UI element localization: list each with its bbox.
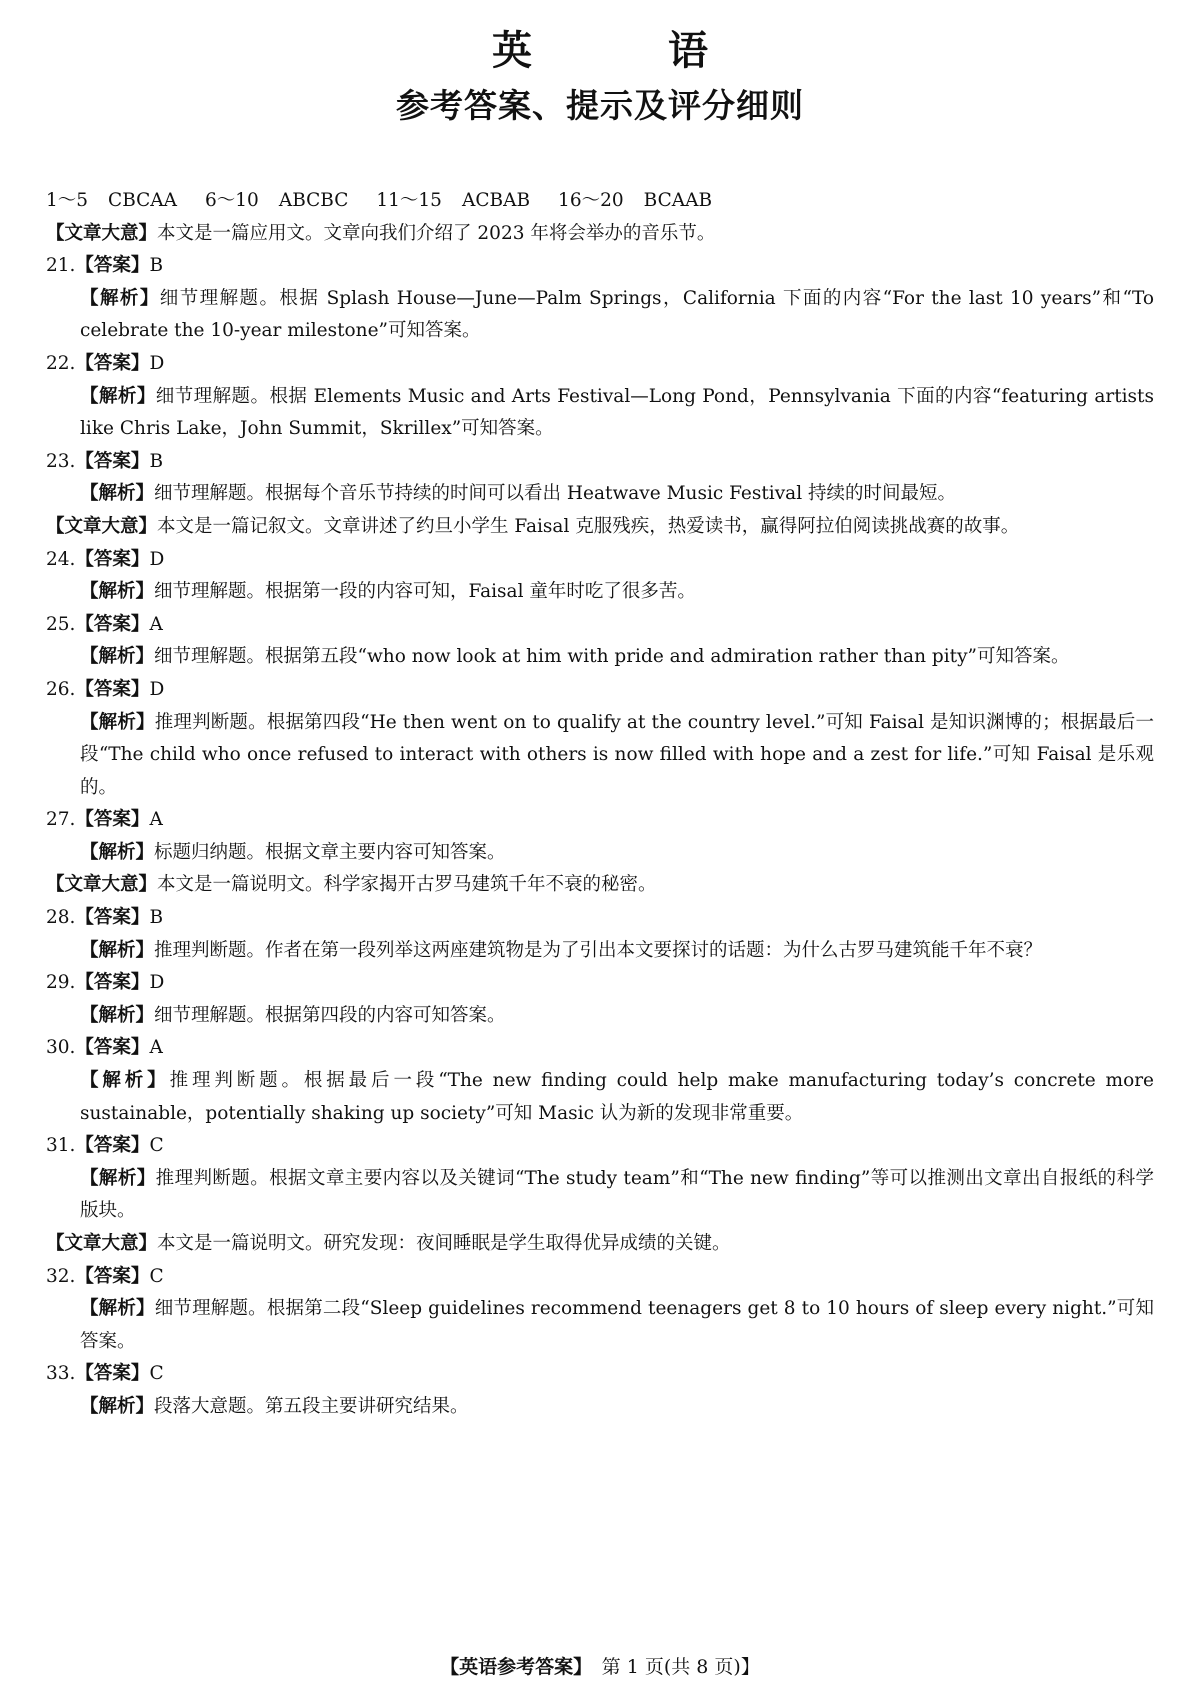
question-answer xyxy=(46,967,1154,1000)
question-answer xyxy=(46,1358,1154,1391)
article-summary xyxy=(46,511,1154,544)
question-number: 32. xyxy=(46,1265,76,1287)
page-title: 英 语 xyxy=(492,28,756,74)
answer-value: A xyxy=(149,1037,163,1059)
analysis-text: 推理判断题。作者在第一段列举这两座建筑物是为了引出本文要探讨的话题：为什么古罗马建筑能千年不衰？ xyxy=(154,939,1043,961)
answer-range: 16～20 xyxy=(558,190,624,211)
analysis-text: 细节理解题。根据 Elements Music and Arts Festival—Long Pond，Pennsylvania 下面的内容“featuring artists like Chris Lake，John Summit，Skrillex”可知答案。 xyxy=(80,385,1154,440)
answer-label: 【答案】 xyxy=(75,255,150,277)
analysis-text: 段落大意题。第五段主要讲研究结果。 xyxy=(154,1395,469,1417)
question-answer xyxy=(46,902,1154,935)
answer-value: B xyxy=(149,450,164,472)
question-number: 27. xyxy=(46,809,76,831)
summary-label: 【文章大意】 xyxy=(46,1233,158,1254)
question-number: 22. xyxy=(46,352,76,374)
question-number: 21. xyxy=(46,255,76,277)
answer-label: 【答案】 xyxy=(75,450,150,472)
answer-analysis xyxy=(46,478,1154,511)
answer-analysis xyxy=(46,935,1154,968)
analysis-label: 【解析】 xyxy=(80,646,155,668)
question-answer xyxy=(46,446,1154,479)
summary-text: 本文是一篇记叙文。文章讲述了约旦小学生 Faisal 克服残疾，热爱读书，赢得阿拉伯阅读挑战赛的故事。 xyxy=(157,515,1020,537)
answer-label: 【答案】 xyxy=(75,1037,150,1059)
summary-label: 【文章大意】 xyxy=(46,874,158,896)
analysis-text: 推理判断题。根据最后一段“The new finding could help make manufacturing today’s concrete more sustainable，potentially shaking up society”可知 Masic 认为新的发现非常重要。 xyxy=(80,1070,1154,1124)
answer-analysis xyxy=(46,837,1154,870)
question-answer xyxy=(46,609,1154,642)
answer-analysis xyxy=(46,1391,1154,1424)
multiple-choice-answers-line xyxy=(46,185,1154,218)
answer-letters: CBCAA xyxy=(108,190,178,211)
article-summary xyxy=(46,218,1154,251)
summary-text: 本文是一篇说明文。科学家揭开古罗马建筑千年不衰的秘密。 xyxy=(157,874,657,896)
question-answer xyxy=(46,348,1154,381)
question-number: 25. xyxy=(46,613,76,635)
analysis-label: 【解析】 xyxy=(80,483,155,505)
analysis-text: 标题归纳题。根据文章主要内容可知答案。 xyxy=(154,841,506,863)
summary-text: 本文是一篇应用文。文章向我们介绍了 2023 年将会举办的音乐节。 xyxy=(157,222,716,244)
answer-value: D xyxy=(149,972,165,994)
answer-value: D xyxy=(149,352,165,374)
analysis-label: 【解析】 xyxy=(80,1298,155,1320)
analysis-label: 【解析】 xyxy=(80,711,155,733)
analysis-text: 细节理解题。根据每个音乐节持续的时间可以看出 Heatwave Music Festival 持续的时间最短。 xyxy=(154,483,956,505)
article-summary xyxy=(46,869,1154,902)
answer-analysis xyxy=(46,381,1154,446)
analysis-label: 【解析】 xyxy=(80,939,155,961)
answer-label: 【答案】 xyxy=(75,1135,150,1157)
answer-letters: ACBAB xyxy=(461,190,531,211)
answer-analysis xyxy=(46,283,1154,348)
summary-label: 【文章大意】 xyxy=(46,515,158,537)
page-footer xyxy=(0,1652,1200,1682)
answer-letters: ABCBC xyxy=(278,190,349,211)
analysis-text: 细节理解题。根据第五段“who now look at him with pride and admiration rather than pity”可知答案。 xyxy=(154,646,1070,668)
analysis-text: 推理判断题。根据文章主要内容以及关键词“The study team”和“The new finding”等可以推测出文章出自报纸的科学版块。 xyxy=(80,1167,1154,1222)
answer-label: 【答案】 xyxy=(75,548,150,570)
answer-value: A xyxy=(149,809,163,831)
question-number: 33. xyxy=(46,1363,76,1385)
answer-analysis xyxy=(46,707,1154,805)
answer-value: D xyxy=(149,678,165,700)
question-number: 23. xyxy=(46,450,76,472)
question-number: 30. xyxy=(46,1037,76,1059)
question-answer xyxy=(46,1261,1154,1294)
analysis-label: 【解析】 xyxy=(80,841,155,863)
analysis-text: 推理判断题。根据第四段“He then went on to qualify at the country level.”可知 Faisal 是知识渊博的；根据最后一段“The child who once refused to interact with others is now filled with hope and a zest for life.”可知 Faisal 是乐观的。 xyxy=(80,711,1154,798)
analysis-label: 【解析】 xyxy=(80,1167,156,1189)
answer-value: A xyxy=(149,613,163,635)
page-subtitle: 参考答案、提示及评分细则 xyxy=(396,86,804,125)
question-number: 24. xyxy=(46,548,76,570)
answer-value: B xyxy=(149,255,164,277)
answer-label: 【答案】 xyxy=(75,1363,150,1385)
answer-value: C xyxy=(149,1265,164,1287)
question-number: 26. xyxy=(46,678,76,700)
answer-letters: BCAAB xyxy=(643,190,713,211)
answer-label: 【答案】 xyxy=(75,907,150,929)
answer-label: 【答案】 xyxy=(75,352,150,374)
answer-range: 1～5 xyxy=(46,190,89,211)
question-answer xyxy=(46,250,1154,283)
question-answer xyxy=(46,804,1154,837)
article-summary xyxy=(46,1228,1154,1261)
analysis-text: 细节理解题。根据 Splash House—June—Palm Springs，California 下面的内容“For the last 10 years”和“To celebrate the 10-year milestone”可知答案。 xyxy=(80,287,1154,342)
analysis-label: 【解析】 xyxy=(80,287,160,309)
answer-value: B xyxy=(149,907,164,929)
analysis-label: 【解析】 xyxy=(80,385,156,407)
answer-range: 6～10 xyxy=(205,190,259,211)
summary-text: 本文是一篇说明文。研究发现：夜间睡眠是学生取得优异成绩的关键。 xyxy=(157,1233,731,1254)
answer-label: 【答案】 xyxy=(75,972,150,994)
question-answer xyxy=(46,1032,1154,1065)
answer-analysis xyxy=(46,641,1154,674)
analysis-label: 【解析】 xyxy=(80,1395,155,1417)
answer-label: 【答案】 xyxy=(75,678,150,700)
question-answer xyxy=(46,674,1154,707)
question-number: 29. xyxy=(46,972,76,994)
analysis-label: 【解析】 xyxy=(80,1070,170,1092)
footer-label: 【英语参考答案 xyxy=(440,1656,574,1678)
footer-page-number: 第 1 页(共 8 页)】 xyxy=(582,1656,760,1678)
question-number: 28. xyxy=(46,907,76,929)
footer-bracket: 】 xyxy=(573,1656,583,1678)
answer-analysis xyxy=(46,1293,1154,1358)
answer-analysis xyxy=(46,1000,1154,1033)
question-answer xyxy=(46,1130,1154,1163)
analysis-text: 细节理解题。根据第二段“Sleep guidelines recommend teenagers get 8 to 10 hours of sleep every night.”可知答案。 xyxy=(80,1298,1154,1352)
answer-range: 11～15 xyxy=(376,190,442,211)
question-number: 31. xyxy=(46,1135,76,1157)
answer-value: C xyxy=(149,1363,164,1385)
answer-analysis xyxy=(46,1163,1154,1228)
analysis-text: 细节理解题。根据第一段的内容可知，Faisal 童年时吃了很多苦。 xyxy=(154,581,696,603)
answer-analysis xyxy=(46,576,1154,609)
answer-value: C xyxy=(149,1135,164,1157)
answer-value: D xyxy=(149,548,165,570)
summary-label: 【文章大意】 xyxy=(46,222,158,244)
analysis-label: 【解析】 xyxy=(80,581,155,603)
answer-label: 【答案】 xyxy=(75,809,150,831)
analysis-text: 细节理解题。根据第四段的内容可知答案。 xyxy=(154,1004,506,1026)
question-answer xyxy=(46,544,1154,577)
answer-label: 【答案】 xyxy=(75,613,150,635)
answer-content xyxy=(46,185,1154,1424)
answer-analysis xyxy=(46,1065,1154,1130)
analysis-label: 【解析】 xyxy=(80,1004,155,1026)
answer-label: 【答案】 xyxy=(75,1265,150,1287)
